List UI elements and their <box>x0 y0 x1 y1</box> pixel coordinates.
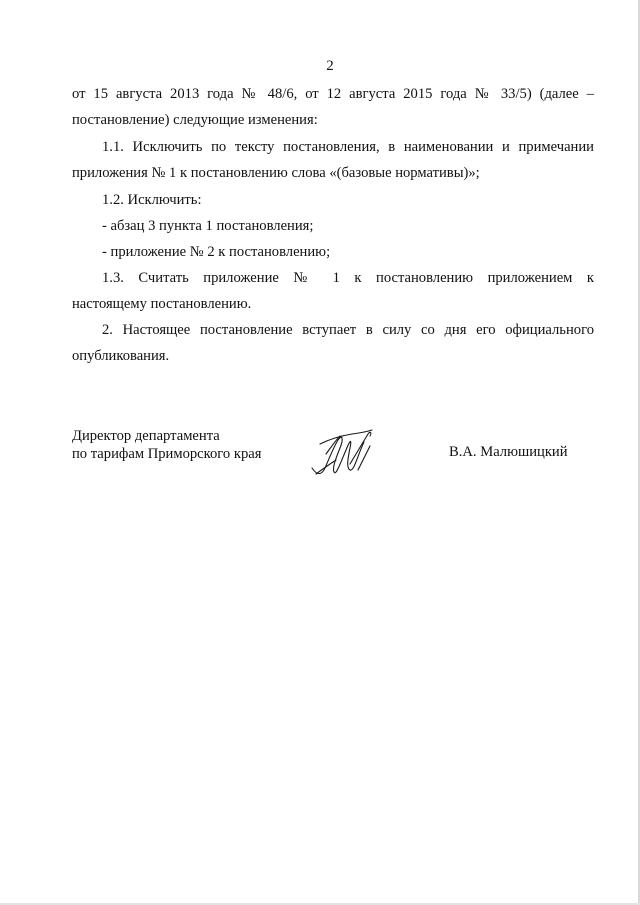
clause-2-line-1: 2. Настоящее постановление вступает в силу со дня его официального <box>102 322 594 338</box>
clause-1-2-item-2: - приложение № 2 к постановлению; <box>102 244 331 260</box>
clause-1-3-line-1: 1.3. Считать приложение № 1 к постановлению приложением к <box>102 270 594 286</box>
signatory-name: В.А. Малюшицкий <box>449 444 568 460</box>
handwritten-signature-icon <box>306 424 386 484</box>
clause-1-1-line-2: приложения № 1 к постановлению слова «(базовые нормативы)»; <box>72 165 480 181</box>
clause-1-3-line-2: настоящему постановлению. <box>72 296 252 312</box>
body-line-1: от 15 августа 2013 года № 48/6, от 12 августа 2015 года № 33/5) (далее – <box>72 86 594 102</box>
body-line-2: постановление) следующие изменения: <box>72 112 318 128</box>
clause-1-2-heading: 1.2. Исключить: <box>102 192 202 208</box>
signatory-position-line-1: Директор департамента <box>72 428 220 444</box>
page-number: 2 <box>326 58 334 74</box>
signatory-position-line-2: по тарифам Приморского края <box>72 446 262 462</box>
clause-1-1-line-1: 1.1. Исключить по тексту постановления, в наименовании и примечании <box>102 139 594 155</box>
clause-2-line-2: опубликования. <box>72 348 170 364</box>
clause-1-2-item-1: - абзац 3 пункта 1 постановления; <box>102 218 314 234</box>
